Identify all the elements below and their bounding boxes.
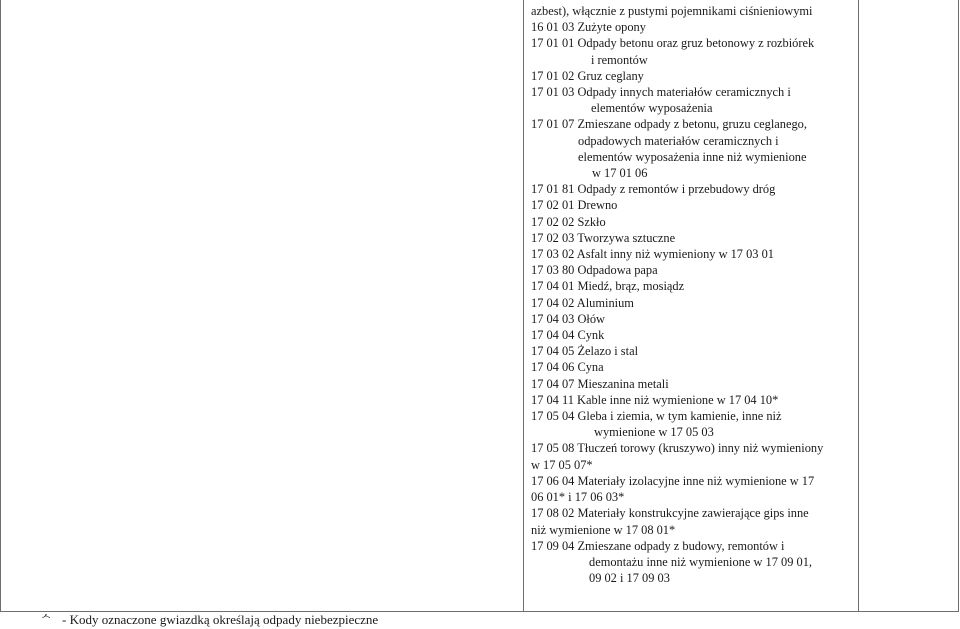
waste-code-line: 17 01 07 Zmieszane odpady z betonu, gruzu ceglanego, (531, 117, 807, 132)
waste-code-line: 17 01 03 Odpady innych materiałów ceramicznych i (531, 85, 791, 100)
waste-code-line: 17 06 04 Materiały izolacyjne inne niż wymienione w 17 (531, 473, 815, 488)
waste-code-line: 17 05 08 Tłuczeń torowy (kruszywo) inny niż wymieniony (531, 441, 824, 456)
waste-code-line: 17 04 05 Żelazo i stal (531, 344, 639, 359)
waste-code-line: 16 01 03 Zużyte opony (531, 20, 646, 35)
waste-code-line: w 17 01 06 (592, 166, 648, 181)
waste-code-line: w 17 05 07* (531, 457, 593, 472)
waste-code-line: 17 02 01 Drewno (531, 198, 618, 213)
waste-code-line: 17 04 06 Cyna (531, 360, 604, 375)
table-column-divider-2 (858, 0, 859, 612)
waste-code-line: 09 02 i 17 09 03 (589, 571, 670, 586)
waste-code-line: i remontów (591, 52, 648, 67)
waste-code-line: elementów wyposażenia inne niż wymienione (578, 149, 807, 164)
waste-code-line: demontażu inne niż wymienione w 17 09 01, (589, 554, 812, 569)
waste-code-line: elementów wyposażenia (591, 101, 713, 116)
waste-code-line: 06 01* i 17 06 03* (531, 490, 625, 505)
waste-code-line: 17 01 01 Odpady betonu oraz gruz betonowy z rozbiórek (531, 36, 815, 51)
footnote-marker-icon: ᄉ (40, 613, 52, 627)
table-border-right (958, 0, 959, 612)
waste-code-line: 17 04 02 Aluminium (531, 295, 634, 310)
waste-codes-list (531, 3, 851, 586)
waste-code-line: 17 04 07 Mieszanina metali (531, 376, 669, 391)
waste-code-line: 17 02 03 Tworzywa sztuczne (531, 230, 676, 245)
waste-code-line: 17 03 02 Asfalt inny niż wymieniony w 17 03 01 (531, 247, 774, 262)
table-border-left (0, 0, 1, 612)
waste-code-line: 17 02 02 Szkło (531, 214, 606, 229)
waste-code-line: 17 04 01 Miedź, brąz, mosiądz (531, 279, 685, 294)
waste-code-line: odpadowych materiałów ceramicznych i (578, 133, 779, 148)
waste-code-line: 17 01 81 Odpady z remontów i przebudowy dróg (531, 182, 776, 197)
table-column-divider-1 (523, 0, 524, 612)
waste-code-line: 17 04 11 Kable inne niż wymienione w 17 04 10* (531, 392, 779, 407)
waste-code-line: 17 04 04 Cynk (531, 328, 605, 343)
footnote-text: - Kody oznaczone gwiazdką określają odpady niebezpieczne (62, 612, 379, 627)
waste-code-line: 17 01 02 Gruz ceglany (531, 68, 644, 83)
waste-code-line: niż wymienione w 17 08 01* (531, 522, 676, 537)
waste-code-line: 17 08 02 Materiały konstrukcyjne zawierające gips inne (531, 506, 809, 521)
waste-code-line: 17 05 04 Gleba i ziemia, w tym kamienie, inne niż (531, 409, 782, 424)
waste-code-line: wymienione w 17 05 03 (594, 425, 714, 440)
waste-code-line: azbest), włącznie z pustymi pojemnikami ciśnieniowymi (531, 4, 813, 18)
waste-code-line: 17 09 04 Zmieszane odpady z budowy, remontów i (531, 538, 785, 553)
footnote (40, 611, 378, 629)
waste-code-line: 17 03 80 Odpadowa papa (531, 263, 658, 278)
waste-code-line: 17 04 03 Ołów (531, 311, 605, 326)
